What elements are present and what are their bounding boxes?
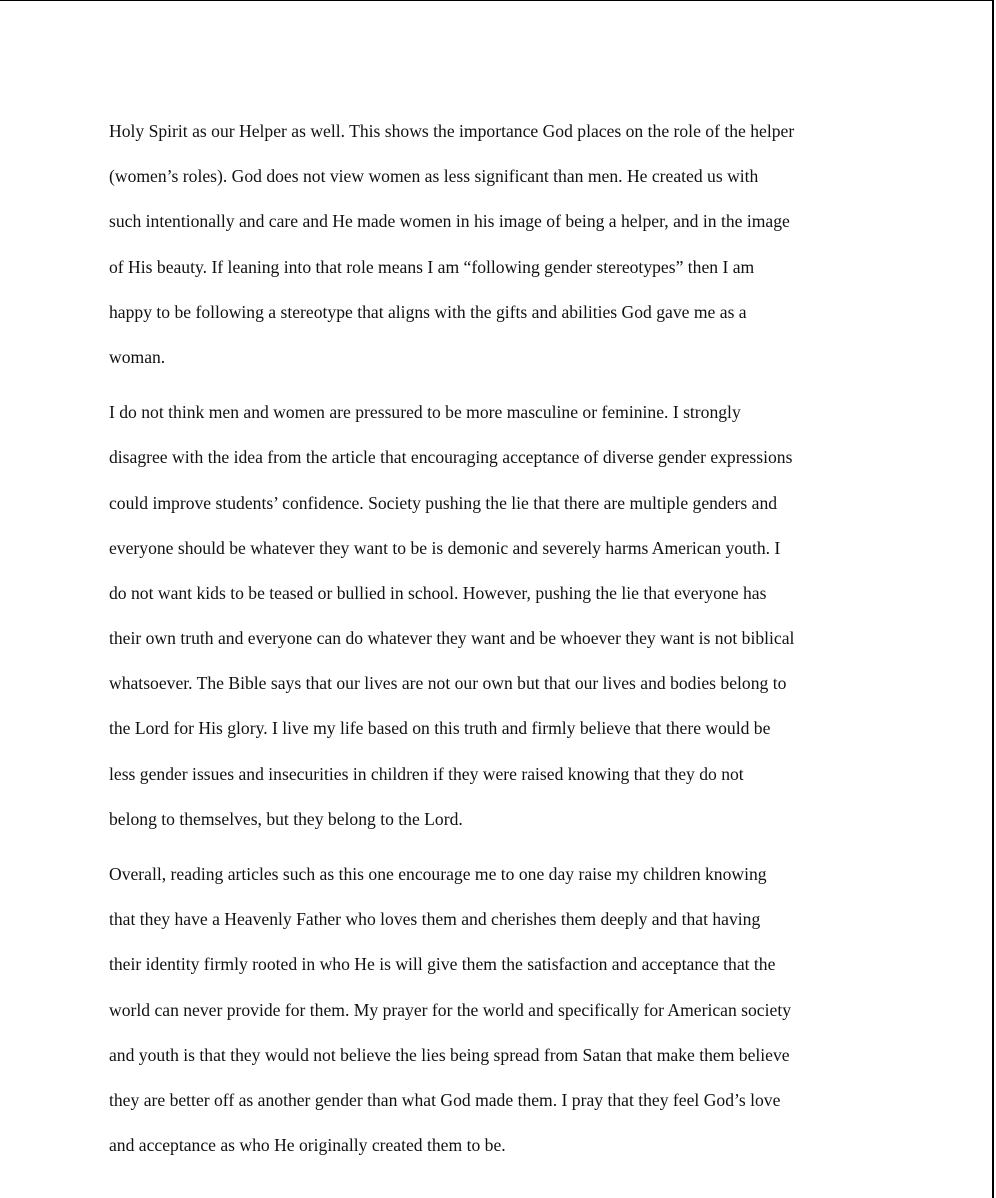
text-line: and youth is that they would not believe the lies being spread from Satan that make them believe <box>109 1044 790 1065</box>
text-line: could improve students’ confidence. Society pushing the lie that there are multiple genders and <box>109 492 778 513</box>
text-line: everyone should be whatever they want to be is demonic and severely harms American youth. I <box>109 537 781 558</box>
paragraph-2 <box>109 393 884 845</box>
paragraph-3 <box>109 855 884 1171</box>
text-line: such intentionally and care and He made women in his image of being a helper, and in the image <box>109 211 790 232</box>
text-line: disagree with the idea from the article that encouraging acceptance of diverse gender expressions <box>109 447 793 468</box>
text-line: woman. <box>109 346 166 367</box>
text-line: whatsoever. The Bible says that our lives are not our own but that our lives and bodies belong to <box>109 673 787 694</box>
text-line: they are better off as another gender than what God made them. I pray that they feel God’s love <box>109 1089 781 1110</box>
text-line: their identity firmly rooted in who He is will give them the satisfaction and acceptance that the <box>109 954 776 975</box>
text-line: I do not think men and women are pressured to be more masculine or feminine. I strongly <box>109 402 741 423</box>
text-line: and acceptance as who He originally created them to be. <box>109 1135 506 1156</box>
text-line: happy to be following a stereotype that aligns with the gifts and abilities God gave me as a <box>109 301 747 322</box>
text-line: world can never provide for them. My prayer for the world and specifically for American society <box>109 999 791 1020</box>
text-line: the Lord for His glory. I live my life based on this truth and firmly believe that there would be <box>109 718 771 739</box>
text-line: their own truth and everyone can do whatever they want and be whoever they want is not biblical <box>109 628 795 649</box>
text-line: Holy Spirit as our Helper as well. This shows the importance God places on the role of the helper <box>109 121 795 141</box>
text-line: do not want kids to be teased or bullied in school. However, pushing the lie that everyone has <box>109 582 767 603</box>
text-line: belong to themselves, but they belong to the Lord. <box>109 808 463 829</box>
text-line: (women’s roles). God does not view women as less significant than men. He created us with <box>109 166 759 187</box>
text-line: Overall, reading articles such as this one encourage me to one day raise my children knowing <box>109 864 767 884</box>
text-line: of His beauty. If leaning into that role means I am “following gender stereotypes” then I am <box>109 256 755 277</box>
text-line: that they have a Heavenly Father who loves them and cherishes them deeply and that having <box>109 909 761 930</box>
document-body <box>109 112 884 1181</box>
paragraph-1 <box>109 112 884 383</box>
text-line: less gender issues and insecurities in children if they were raised knowing that they do not <box>109 763 744 784</box>
